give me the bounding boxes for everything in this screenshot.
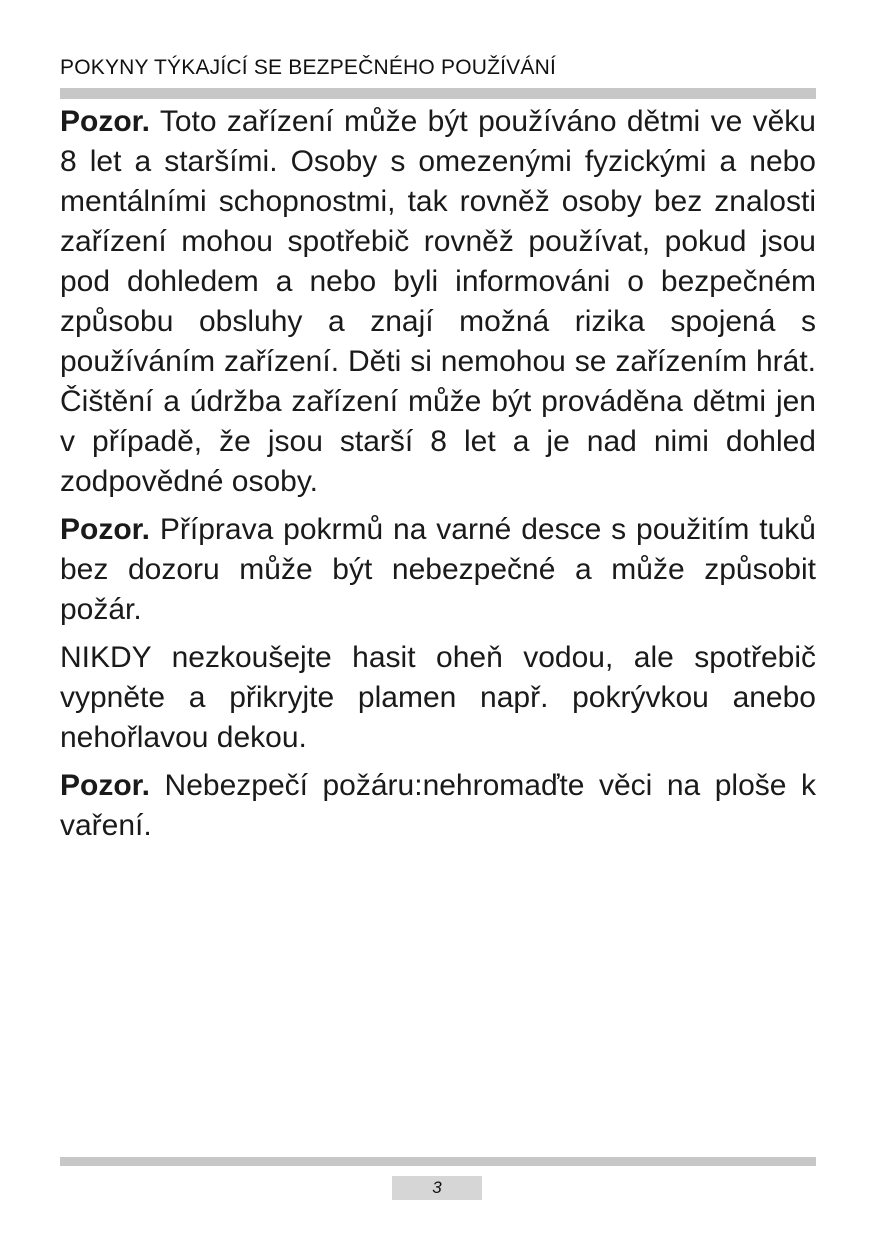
paragraph-warning-fire [60, 766, 816, 846]
header-divider [60, 88, 816, 99]
paragraph-text: Nebezpečí požáru:nehromaďte věci na ploše k vaření. [60, 769, 816, 842]
paragraph-lead: Pozor. [60, 513, 151, 546]
page-number: 3 [392, 1176, 482, 1200]
paragraph-lead: Pozor. [60, 105, 151, 138]
paragraph-text: Toto zařízení může být používáno dětmi ve věku 8 let a staršími. Osoby s omezenými fyzickými a nebo mentálními schopnostmi, tak rovněž osoby bez znalosti zařízení mohou spotřebič rovněž používat, pokud jsou pod dohledem a nebo byli informováni o bezpečném způsobu obsluhy a znají možná rizika spojená s používáním zařízení. Děti si nemohou se zařízením hrát. Čištění a údržba zařízení může být prováděna dětmi jen v případě, že jsou starší 8 let a je nad nimi dohled zodpovědné osoby. [60, 105, 816, 498]
page-title: POKYNY TÝKAJÍCÍ SE BEZPEČNÉHO POUŽÍVÁNÍ [60, 56, 556, 79]
document-body [60, 102, 816, 854]
paragraph-text: Příprava pokrmů na varné desce s použitím tuků bez dozoru může být nebezpečné a může způsobit požár. [60, 513, 816, 626]
paragraph-lead: Pozor. [60, 769, 151, 802]
paragraph-never-water [60, 638, 816, 758]
paragraph-warning-fat [60, 510, 816, 630]
footer-divider [60, 1157, 816, 1166]
paragraph-warning-children [60, 102, 816, 502]
paragraph-text: NIKDY nezkoušejte hasit oheň vodou, ale spotřebič vypněte a přikryjte plamen např. pokrývkou anebo nehořlavou dekou. [60, 641, 816, 754]
